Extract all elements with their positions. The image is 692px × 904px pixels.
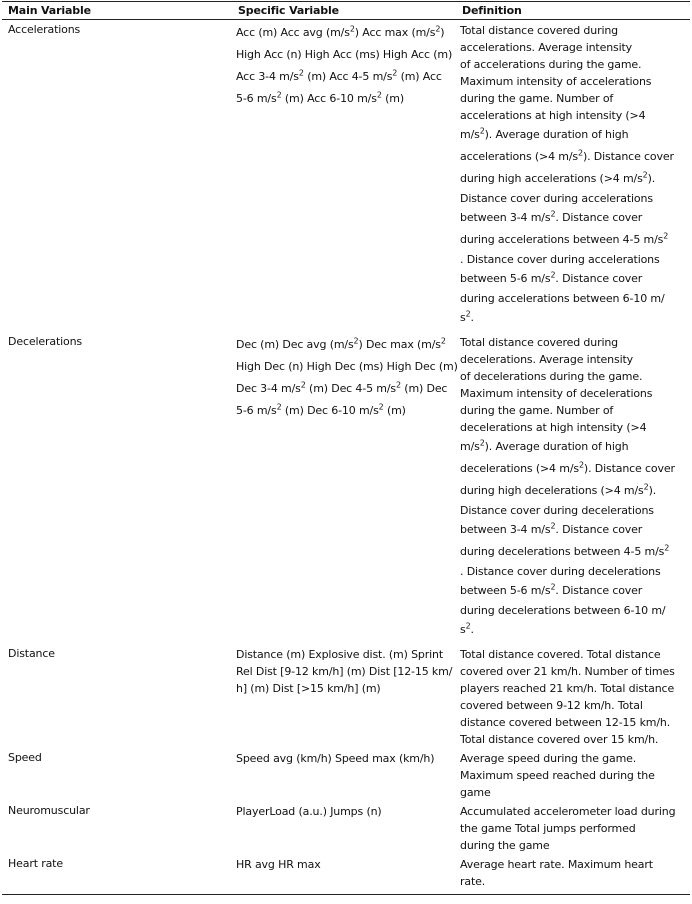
definition-line: Total distance covered during bbox=[460, 336, 619, 349]
definition-line: $s^2$. bbox=[460, 621, 474, 636]
definition-line: covered over 21 km/h. Number of times bbox=[460, 665, 675, 678]
spec-line: 5-6 $m/s^2$ (m) Acc 6-10 $m/s^2$ (m) bbox=[236, 90, 404, 105]
definition-line: Total distance covered during bbox=[460, 24, 619, 37]
definition-line: during high accelerations (>4 $m/s^2$). bbox=[460, 170, 656, 185]
definition-line: Maximum speed reached during the bbox=[460, 769, 655, 782]
definition-line: decelerations. Average intensity bbox=[460, 353, 634, 366]
definition-line: game bbox=[460, 786, 491, 799]
definition-line: of accelerations during the game. bbox=[460, 58, 642, 71]
definition-cell bbox=[456, 854, 690, 895]
definition-line: between 3-4 $m/s^2$. Distance cover bbox=[460, 521, 643, 536]
header-definition: Definition bbox=[456, 2, 690, 20]
definition-line: Average heart rate. Maximum heart bbox=[460, 858, 653, 871]
spec-line: Dec 3-4 $m/s^2$ (m) Dec 4-5 $m/s^2$ (m) Dec bbox=[236, 380, 448, 395]
definition-line: distance covered between 12-15 km/h. bbox=[460, 716, 671, 729]
table-row bbox=[2, 20, 690, 333]
definition-line: Maximum intensity of accelerations bbox=[460, 75, 652, 88]
definition-line: accelerations at high intensity (>4 bbox=[460, 109, 646, 122]
spec-line: Acc (m) Acc avg $(m/s^2)$ Acc $\max (m/s^2)$ bbox=[236, 24, 445, 39]
definition-line: between 5-6 $m/s^2$. Distance cover bbox=[460, 270, 643, 285]
table-row bbox=[2, 801, 690, 854]
table-row bbox=[2, 332, 690, 644]
definition-line: Accumulated accelerometer load during bbox=[460, 805, 676, 818]
spec-line: Speed avg (km/h) Speed max (km/h) bbox=[236, 752, 435, 765]
spec-line: High Acc (n) High Acc (ms) High Acc (m) bbox=[236, 48, 453, 61]
header-specific-variable: Specific Variable bbox=[232, 2, 456, 20]
definition-line: Average speed during the game. bbox=[460, 752, 637, 765]
definition-line: decelerations (>4 $m/s^2$). Distance cover bbox=[460, 460, 675, 475]
specific-variable-cell bbox=[232, 332, 456, 644]
spec-line: Dec (m) Dec avg $(m/s^2)$ Dec $\max (m/s^2$ bbox=[236, 336, 446, 351]
definition-line: Maximum intensity of decelerations bbox=[460, 387, 653, 400]
table-row bbox=[2, 748, 690, 801]
main-variable-cell: Speed bbox=[8, 751, 42, 764]
definition-line: players reached 21 km/h. Total distance bbox=[460, 682, 675, 695]
definition-line: accelerations. Average intensity bbox=[460, 41, 633, 54]
definition-line: rate. bbox=[460, 875, 486, 888]
header-main-variable: Main Variable bbox=[2, 2, 232, 20]
table-row bbox=[2, 644, 690, 748]
definition-line: between 5-6 $m/s^2$. Distance cover bbox=[460, 582, 643, 597]
definition-line: Distance cover during accelerations bbox=[460, 192, 653, 205]
definition-line: during decelerations between 4-5 $m/s^2$ bbox=[460, 543, 670, 558]
definition-line: $m/s^2$). Average duration of high bbox=[460, 126, 629, 141]
spec-line: Rel Dist [9-12 km/h] (m) Dist [12-15 km/ bbox=[236, 665, 453, 678]
specific-variable-cell bbox=[232, 854, 456, 895]
spec-line: Acc 3-4 $m/s^2$ (m) Acc 4-5 $m/s^2$ (m) Acc bbox=[236, 68, 442, 83]
definition-cell bbox=[456, 20, 690, 333]
main-variable-cell: Distance bbox=[8, 647, 55, 660]
spec-line: Distance (m) Explosive dist. (m) Sprint bbox=[236, 648, 444, 661]
definition-line: $m/s^2$). Average duration of high bbox=[460, 438, 629, 453]
definition-line: . Distance cover during decelerations bbox=[460, 565, 661, 578]
definition-cell bbox=[456, 332, 690, 644]
specific-variable-cell bbox=[232, 801, 456, 854]
definition-line: Distance cover during decelerations bbox=[460, 504, 654, 517]
definition-cell bbox=[456, 748, 690, 801]
definition-line: between 3-4 $m/s^2$. Distance cover bbox=[460, 209, 643, 224]
main-variable-cell: Accelerations bbox=[8, 23, 81, 36]
definition-line: during the game. Number of bbox=[460, 404, 614, 417]
definition-line: decelerations at high intensity (>4 bbox=[460, 421, 647, 434]
variables-table bbox=[2, 1, 690, 895]
main-variable-cell: Decelerations bbox=[8, 335, 82, 348]
definition-line: . Distance cover during accelerations bbox=[460, 253, 660, 266]
definition-line: accelerations (>4 $m/s^2$). Distance cover bbox=[460, 148, 674, 163]
definition-cell bbox=[456, 644, 690, 748]
definition-line: $s^2$. bbox=[460, 309, 474, 324]
definition-line: the game Total jumps performed bbox=[460, 822, 636, 835]
specific-variable-cell bbox=[232, 20, 456, 333]
table-row bbox=[2, 854, 690, 895]
header-row bbox=[2, 2, 690, 20]
spec-line: h] (m) Dist [>15 km/h] (m) bbox=[236, 682, 381, 695]
definition-line: during the game. Number of bbox=[460, 92, 614, 105]
spec-line: PlayerLoad (a.u.) Jumps (n) bbox=[236, 805, 382, 818]
specific-variable-cell bbox=[232, 644, 456, 748]
definition-line: during accelerations between 4-5 $m/s^2$ bbox=[460, 231, 669, 246]
main-variable-cell: Neuromuscular bbox=[8, 804, 90, 817]
specific-variable-cell bbox=[232, 748, 456, 801]
definition-line: during the game bbox=[460, 839, 550, 852]
definition-cell bbox=[456, 801, 690, 854]
definition-line: Total distance covered over 15 km/h. bbox=[460, 733, 659, 746]
definition-line: Total distance covered. Total distance bbox=[460, 648, 661, 661]
main-variable-cell: Heart rate bbox=[2, 854, 232, 895]
spec-line: HR avg HR max bbox=[236, 858, 321, 871]
definition-line: during accelerations between 6-10 m/ bbox=[460, 292, 665, 305]
definition-line: of decelerations during the game. bbox=[460, 370, 643, 383]
definition-line: during decelerations between 6-10 m/ bbox=[460, 604, 666, 617]
definition-line: during high decelerations (>4 $m/s^2$). bbox=[460, 482, 657, 497]
spec-line: High Dec (n) High Dec (ms) High Dec (m) bbox=[236, 360, 458, 373]
definition-line: covered between 9-12 km/h. Total bbox=[460, 699, 643, 712]
spec-line: 5-6 $m/s^2$ (m) Dec 6-10 $m/s^2$ (m) bbox=[236, 402, 406, 417]
